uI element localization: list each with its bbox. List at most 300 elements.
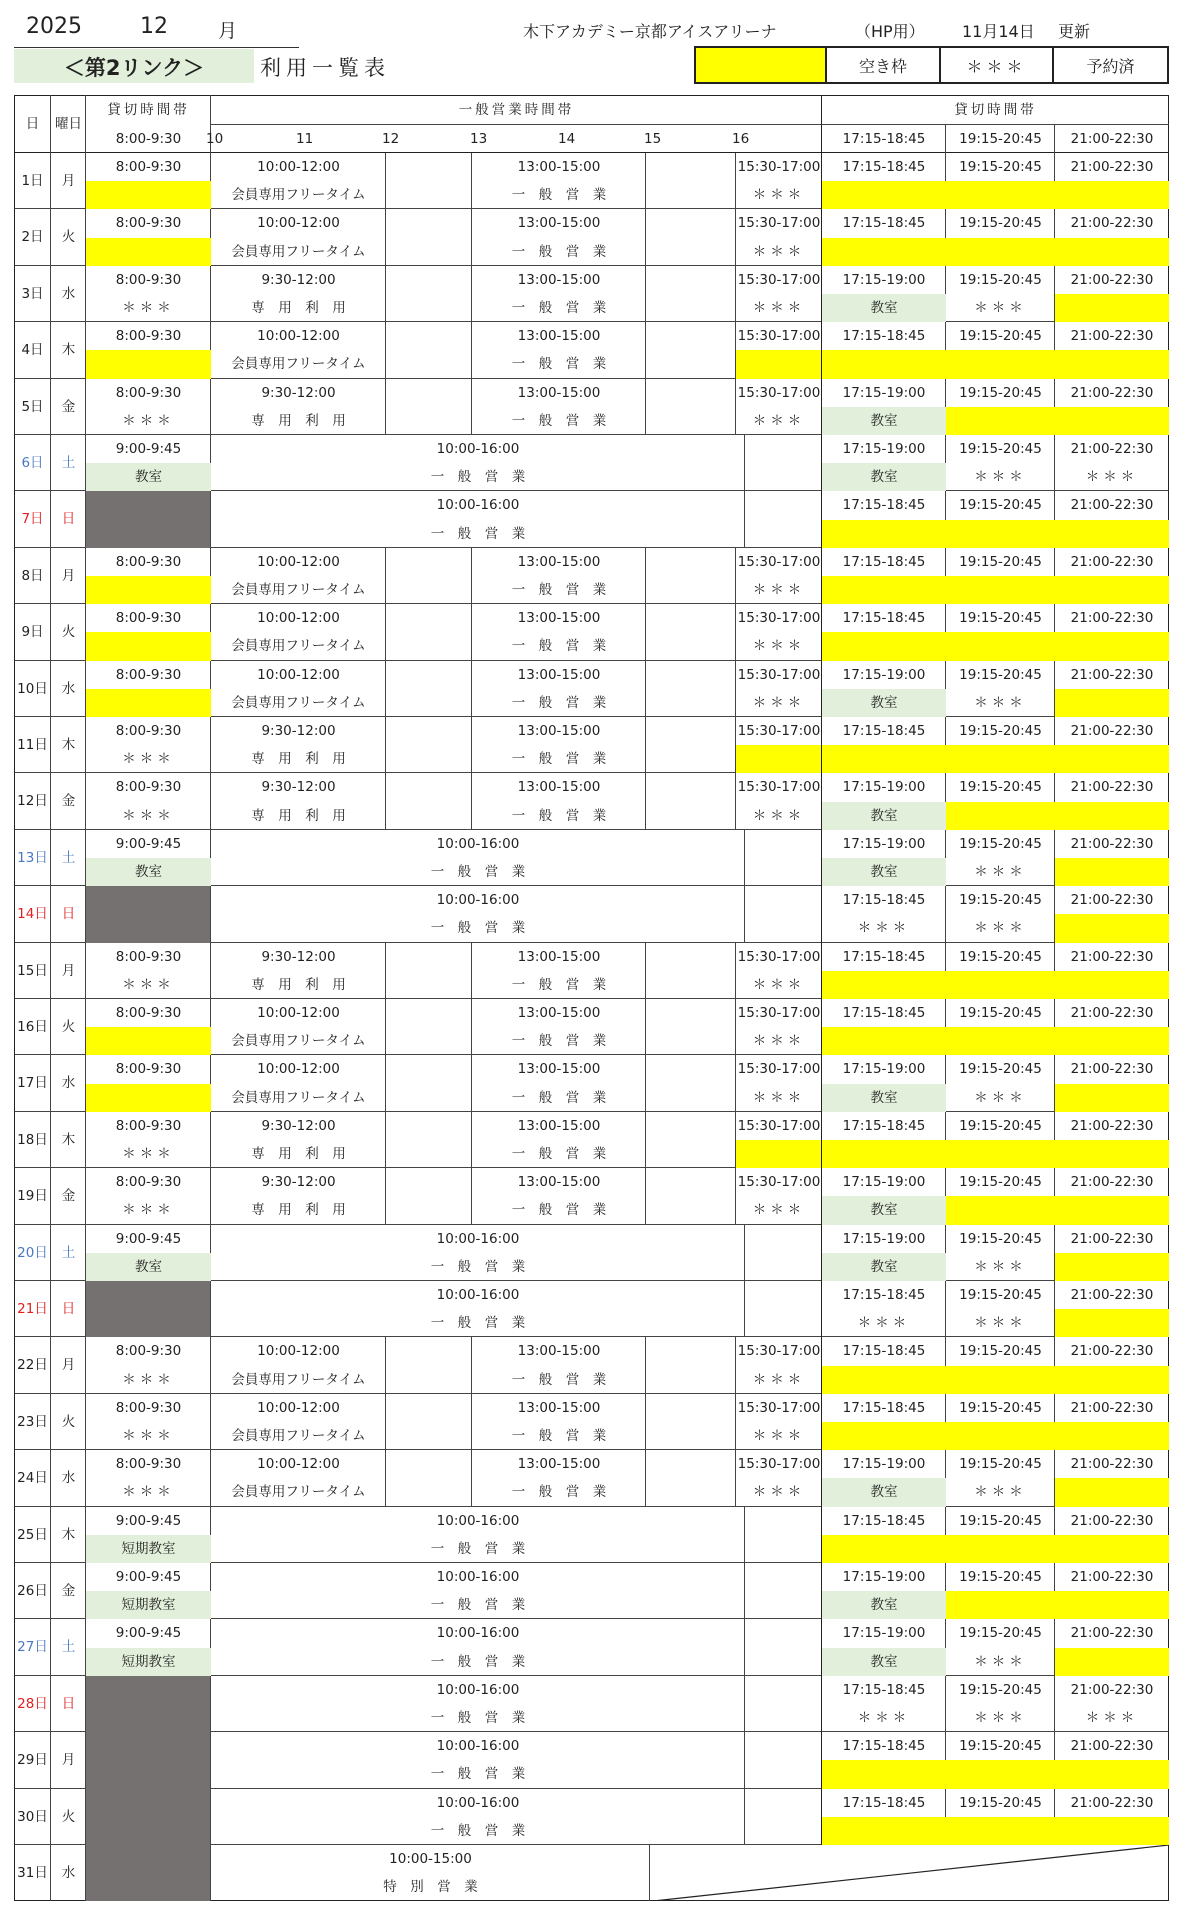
day-number: 17日 <box>17 1075 48 1092</box>
hour-tick: 13 <box>470 131 488 147</box>
evening-slot-time: 19:15-20:45 <box>959 1681 1042 1698</box>
evening-slot-time: 21:00-22:30 <box>1070 1512 1154 1529</box>
gap-cell <box>386 1337 472 1393</box>
day-number: 8日 <box>21 567 44 584</box>
evening-slot-time: 21:00-22:30 <box>1070 384 1154 401</box>
block-a-label: 会員専用フリータイム <box>231 694 366 711</box>
evening-slot-time: 21:00-22:30 <box>1070 835 1154 852</box>
weekday-label: 日 <box>61 511 76 528</box>
vacant-fill <box>946 1140 1055 1168</box>
morning-slot-status: ＊＊＊ <box>122 976 175 993</box>
evening-slot-time: 17:15-18:45 <box>842 1117 926 1134</box>
evening-slot-time: 17:15-19:00 <box>842 1625 926 1642</box>
day-number: 28日 <box>17 1695 48 1712</box>
block-b-label: 一 般 営 業 <box>511 356 607 373</box>
day-number: 10日 <box>17 680 48 697</box>
gap-cell <box>745 1225 822 1281</box>
vacant-fill <box>1055 1591 1169 1619</box>
evening-slot-status: 教室 <box>870 412 898 429</box>
evening-slot-time: 17:15-18:45 <box>842 159 926 175</box>
block-a-time: 10:00-12:00 <box>257 1005 340 1021</box>
general-block-time: 10:00-16:00 <box>436 1738 520 1755</box>
morning-slot-status: 短期教室 <box>121 1540 176 1557</box>
evening-slot-status: ＊＊＊ <box>1085 469 1139 486</box>
weekday-label: 水 <box>61 1470 76 1487</box>
morning-slot-status: ＊＊＊ <box>122 751 175 768</box>
evening-slot-time: 21:00-22:30 <box>1070 948 1154 965</box>
general-block-label: 一 般 営 業 <box>430 469 526 486</box>
header-weekday: 曜日 <box>55 116 82 132</box>
block-a-time: 10:00-12:00 <box>257 1399 340 1416</box>
evening-slot-status: ＊＊＊ <box>974 1710 1027 1726</box>
gap-cell <box>745 886 822 942</box>
evening-slot-status: 教室 <box>870 1653 898 1670</box>
weekday-label: 木 <box>61 342 76 359</box>
block-a-time: 10:00-12:00 <box>257 1456 340 1473</box>
legend-vacant-label: 空き枠 <box>827 48 941 82</box>
weekday-label: 日 <box>61 906 76 923</box>
block-b-time: 13:00-15:00 <box>517 159 601 175</box>
morning-slot-time: 8:00-9:30 <box>115 271 182 288</box>
evening-slot-time: 17:15-18:45 <box>842 553 926 570</box>
weekday-label: 火 <box>61 1808 76 1825</box>
general-block-time: 10:00-16:00 <box>436 892 520 909</box>
evening-slot-time: 21:00-22:30 <box>1070 1569 1154 1585</box>
vacant-fill <box>86 576 211 604</box>
gap-cell <box>386 604 472 660</box>
block-c-status: ＊＊＊ <box>752 1089 806 1106</box>
empty-area-diagonal <box>650 1845 1169 1901</box>
evening-slot-time: 21:00-22:30 <box>1070 441 1154 457</box>
vacant-fill <box>946 576 1055 604</box>
block-a-time: 9:30-12:00 <box>261 271 336 288</box>
vacant-fill <box>1055 1422 1169 1450</box>
gap-cell <box>745 1789 822 1845</box>
day-number: 23日 <box>17 1413 48 1430</box>
block-a-time: 10:00-12:00 <box>257 328 340 345</box>
vacant-fill <box>946 802 1055 830</box>
evening-slot-status: ＊＊＊ <box>974 920 1027 937</box>
vacant-fill <box>1055 520 1169 548</box>
weekday-label: 火 <box>61 1413 76 1430</box>
gap-cell <box>646 1337 736 1393</box>
evening-slot-time: 17:15-19:00 <box>842 1456 926 1473</box>
hour-tick: 14 <box>558 131 576 147</box>
block-b-time: 13:00-15:00 <box>517 779 601 796</box>
morning-slot-status: ＊＊＊ <box>122 300 175 316</box>
day-number: 5日 <box>21 398 44 415</box>
evening-slot-time: 19:15-20:45 <box>959 1512 1042 1529</box>
gap-cell <box>386 943 472 999</box>
weekday-label: 水 <box>61 285 76 302</box>
day-number: 27日 <box>17 1639 48 1656</box>
vacant-fill <box>822 238 946 266</box>
vacant-fill <box>736 745 822 773</box>
evening-slot-status: 教室 <box>870 1202 898 1219</box>
block-c-time: 15:30-17:00 <box>737 1343 821 1360</box>
weekday-label: 火 <box>61 624 76 641</box>
update-label: 更新 <box>1058 22 1091 41</box>
day-number: 30日 <box>17 1808 48 1825</box>
block-c-status: ＊＊＊ <box>752 807 806 824</box>
header-evening-time: 17:15-18:45 <box>842 131 926 147</box>
block-a-label: 会員専用フリータイム <box>231 1428 366 1444</box>
morning-slot-time: 8:00-9:30 <box>115 1399 182 1416</box>
vacant-fill <box>822 745 946 773</box>
block-c-time: 15:30-17:00 <box>737 215 821 232</box>
evening-slot-time: 19:15-20:45 <box>959 948 1042 965</box>
vacant-fill <box>946 1591 1055 1619</box>
day-number: 19日 <box>17 1188 48 1205</box>
gap-cell <box>745 830 822 886</box>
vacant-fill <box>822 971 946 999</box>
gap-cell <box>386 661 472 717</box>
weekday-label: 月 <box>61 962 76 979</box>
block-a-time: 9:30-12:00 <box>261 1117 336 1134</box>
evening-slot-time: 19:15-20:45 <box>959 1625 1042 1642</box>
evening-slot-time: 21:00-22:30 <box>1070 1343 1154 1360</box>
day-number: 1日 <box>21 173 44 189</box>
hour-tick: 15 <box>644 131 662 147</box>
vacant-fill <box>822 1027 946 1055</box>
gap-cell <box>745 435 822 491</box>
evening-slot-time: 19:15-20:45 <box>959 328 1042 345</box>
evening-slot-time: 17:15-18:45 <box>842 328 926 345</box>
block-c-time: 15:30-17:00 <box>737 553 821 570</box>
vacant-fill <box>822 576 946 604</box>
evening-slot-time: 21:00-22:30 <box>1070 892 1154 909</box>
evening-slot-status: ＊＊＊ <box>974 1089 1027 1106</box>
weekday-label: 木 <box>61 737 76 753</box>
block-c-status: ＊＊＊ <box>752 243 806 260</box>
block-a-time: 10:00-12:00 <box>257 610 340 627</box>
evening-slot-time: 17:15-18:45 <box>842 723 926 739</box>
block-b-time: 13:00-15:00 <box>517 1456 601 1473</box>
evening-slot-time: 17:15-19:00 <box>842 666 926 683</box>
general-block-label: 一 般 営 業 <box>430 1258 526 1275</box>
evening-slot-time: 21:00-22:30 <box>1070 1174 1154 1191</box>
evening-slot-status: ＊＊＊ <box>974 1484 1027 1501</box>
block-c-time: 15:30-17:00 <box>737 610 821 627</box>
evening-slot-status: 教室 <box>870 807 898 824</box>
evening-slot-status: ＊＊＊ <box>857 1315 911 1332</box>
block-b-time: 13:00-15:00 <box>517 384 601 401</box>
vacant-fill <box>1055 858 1169 886</box>
vacant-fill <box>1055 689 1169 717</box>
day-number: 26日 <box>17 1583 48 1599</box>
closed-block <box>86 1732 211 1788</box>
block-b-label: 一 般 営 業 <box>511 412 607 429</box>
block-b-label: 一 般 営 業 <box>511 1146 607 1162</box>
day-number: 3日 <box>21 285 44 302</box>
morning-slot-time: 8:00-9:30 <box>115 553 182 570</box>
vacant-fill <box>1055 181 1169 209</box>
evening-slot-time: 17:15-18:45 <box>842 1287 926 1303</box>
vacant-fill <box>86 632 211 660</box>
evening-slot-time: 21:00-22:30 <box>1070 271 1154 288</box>
evening-slot-time: 21:00-22:30 <box>1070 1005 1154 1021</box>
evening-slot-time: 17:15-19:00 <box>842 835 926 852</box>
day-number: 22日 <box>17 1357 48 1374</box>
evening-slot-time: 21:00-22:30 <box>1070 215 1154 232</box>
morning-slot-time: 9:00-9:45 <box>115 1512 182 1529</box>
evening-slot-time: 21:00-22:30 <box>1070 553 1154 570</box>
block-b-label: 一 般 営 業 <box>511 1202 607 1219</box>
block-b-time: 13:00-15:00 <box>517 1005 601 1021</box>
general-block-time: 10:00-16:00 <box>436 1625 520 1642</box>
block-a-time: 10:00-12:00 <box>257 666 340 683</box>
morning-slot-time: 8:00-9:30 <box>115 1174 182 1191</box>
block-c-status: ＊＊＊ <box>752 1033 806 1050</box>
weekday-label: 木 <box>61 1131 76 1148</box>
evening-slot-status: 教室 <box>870 1258 898 1275</box>
morning-slot-time: 8:00-9:30 <box>115 723 182 739</box>
morning-slot-status: ＊＊＊ <box>122 1428 175 1444</box>
vacant-fill <box>1055 238 1169 266</box>
evening-slot-time: 19:15-20:45 <box>959 1569 1042 1585</box>
block-b-time: 13:00-15:00 <box>517 666 601 683</box>
evening-slot-time: 19:15-20:45 <box>959 1061 1042 1078</box>
day-number: 9日 <box>21 624 44 641</box>
gap-cell <box>386 717 472 773</box>
evening-slot-time: 17:15-18:45 <box>842 948 926 965</box>
day-number: 31日 <box>17 1865 48 1881</box>
morning-slot-time: 8:00-9:30 <box>115 1456 182 1473</box>
gap-cell <box>646 153 736 209</box>
evening-slot-time: 19:15-20:45 <box>959 1456 1042 1473</box>
block-a-label: 会員専用フリータイム <box>231 1371 366 1388</box>
evening-slot-time: 19:15-20:45 <box>959 1005 1042 1021</box>
evening-slot-time: 19:15-20:45 <box>959 553 1042 570</box>
gap-cell <box>386 1168 472 1224</box>
morning-slot-status: ＊＊＊ <box>122 1371 175 1388</box>
hp-label: （HP用） <box>855 22 925 41</box>
vacant-fill <box>1055 914 1169 942</box>
vacant-fill <box>1055 294 1169 322</box>
evening-slot-time: 19:15-20:45 <box>959 271 1042 288</box>
weekday-label: 水 <box>61 1865 76 1881</box>
evening-slot-time: 19:15-20:45 <box>959 1794 1042 1811</box>
gap-cell <box>646 1112 736 1168</box>
block-b-label: 一 般 営 業 <box>511 638 607 655</box>
weekday-label: 日 <box>61 1695 76 1712</box>
evening-slot-status: ＊＊＊ <box>974 1258 1027 1275</box>
block-a-time: 9:30-12:00 <box>261 779 336 796</box>
block-b-label: 一 般 営 業 <box>511 1033 607 1050</box>
block-b-time: 13:00-15:00 <box>517 1117 601 1134</box>
header-general-hours: 一般営業時間帯 <box>458 102 575 118</box>
vacant-fill <box>1055 1760 1169 1788</box>
hour-tick: 16 <box>732 131 750 147</box>
block-c-status: ＊＊＊ <box>752 976 806 993</box>
block-c-time: 15:30-17:00 <box>737 1061 821 1078</box>
block-b-label: 一 般 営 業 <box>511 1371 607 1388</box>
morning-slot-time: 8:00-9:30 <box>115 215 182 232</box>
vacant-fill <box>822 1535 946 1563</box>
vacant-fill <box>946 1422 1055 1450</box>
gap-cell <box>386 266 472 322</box>
evening-slot-time: 19:15-20:45 <box>959 1174 1042 1191</box>
gap-cell <box>386 153 472 209</box>
block-c-time: 15:30-17:00 <box>737 1005 821 1021</box>
gap-cell <box>386 773 472 829</box>
header-month-unit: 月 <box>218 20 238 42</box>
block-a-label: 会員専用フリータイム <box>231 1033 366 1050</box>
vacant-fill <box>822 1140 946 1168</box>
general-block-label: 一 般 営 業 <box>430 920 526 937</box>
evening-slot-time: 21:00-22:30 <box>1070 1738 1154 1755</box>
evening-slot-time: 17:15-18:45 <box>842 497 926 514</box>
general-block-label: 一 般 営 業 <box>430 1766 526 1783</box>
evening-slot-time: 17:15-18:45 <box>842 1794 926 1811</box>
block-b-time: 13:00-15:00 <box>517 948 601 965</box>
morning-slot-status: 教室 <box>135 1258 162 1275</box>
vacant-fill <box>946 181 1055 209</box>
vacant-fill <box>1055 1196 1169 1224</box>
vacant-fill <box>86 1027 211 1055</box>
evening-slot-time: 17:15-19:00 <box>842 271 926 288</box>
block-b-time: 13:00-15:00 <box>517 328 601 345</box>
block-a-label: 専 用 利 用 <box>251 976 346 993</box>
gap-cell <box>386 1112 472 1168</box>
evening-slot-time: 19:15-20:45 <box>959 1738 1042 1755</box>
vacant-fill <box>822 632 946 660</box>
vacant-fill <box>946 520 1055 548</box>
general-block-label: 一 般 営 業 <box>430 525 526 542</box>
evening-slot-time: 17:15-18:45 <box>842 215 926 232</box>
morning-slot-time: 8:00-9:30 <box>115 328 182 345</box>
evening-slot-time: 19:15-20:45 <box>959 215 1042 232</box>
block-b-time: 13:00-15:00 <box>517 215 601 232</box>
evening-slot-time: 19:15-20:45 <box>959 1399 1042 1416</box>
day-number: 13日 <box>17 849 48 866</box>
vacant-fill <box>1055 576 1169 604</box>
evening-slot-time: 19:15-20:45 <box>959 497 1042 514</box>
block-b-label: 一 般 営 業 <box>511 1428 607 1444</box>
gap-cell <box>646 266 736 322</box>
morning-slot-time: 8:00-9:30 <box>115 1117 182 1134</box>
evening-slot-time: 19:15-20:45 <box>959 610 1042 627</box>
vacant-fill <box>1055 745 1169 773</box>
update-date: 11月14日 <box>962 22 1035 41</box>
vacant-fill <box>946 350 1055 378</box>
gap-cell <box>646 999 736 1055</box>
general-block-label: 一 般 営 業 <box>430 1540 526 1557</box>
gap-cell <box>646 1394 736 1450</box>
general-block-time: 10:00-16:00 <box>436 1569 520 1585</box>
block-b-time: 13:00-15:00 <box>517 1174 601 1191</box>
weekday-label: 金 <box>61 793 76 810</box>
evening-slot-time: 17:15-18:45 <box>842 1512 926 1529</box>
header-day: 日 <box>25 116 40 132</box>
block-a-time: 9:30-12:00 <box>261 723 336 739</box>
weekday-label: 月 <box>61 173 76 189</box>
weekday-label: 月 <box>61 567 76 584</box>
weekday-label: 金 <box>61 1188 76 1205</box>
general-block-label: 一 般 営 業 <box>430 1710 526 1726</box>
block-a-label: 会員専用フリータイム <box>231 243 366 260</box>
block-a-time: 9:30-12:00 <box>261 948 336 965</box>
weekday-label: 月 <box>61 1357 76 1374</box>
header-charter-morning: 貸切時間帯 <box>107 102 190 118</box>
evening-slot-time: 17:15-19:00 <box>842 779 926 796</box>
block-a-label: 会員専用フリータイム <box>231 582 366 598</box>
block-a-time: 10:00-12:00 <box>257 1061 340 1078</box>
hour-tick: 10 <box>206 131 224 147</box>
block-c-status: ＊＊＊ <box>752 638 806 655</box>
block-a-label: 会員専用フリータイム <box>231 187 366 204</box>
vacant-fill <box>946 1027 1055 1055</box>
vacant-fill <box>822 1366 946 1394</box>
closed-block <box>86 886 211 942</box>
vacant-fill <box>86 1084 211 1112</box>
gap-cell <box>386 548 472 604</box>
evening-slot-status: ＊＊＊ <box>974 864 1027 880</box>
evening-slot-time: 21:00-22:30 <box>1070 1117 1154 1134</box>
block-c-time: 15:30-17:00 <box>737 666 821 683</box>
vacant-fill <box>822 350 946 378</box>
day-number: 18日 <box>17 1131 48 1148</box>
morning-slot-status: 教室 <box>135 469 162 486</box>
general-block-time: 10:00-16:00 <box>436 1287 520 1303</box>
weekday-label: 水 <box>61 680 76 697</box>
morning-slot-status: ＊＊＊ <box>122 1146 175 1162</box>
gap-cell <box>646 773 736 829</box>
block-b-time: 13:00-15:00 <box>517 271 601 288</box>
vacant-fill <box>946 238 1055 266</box>
evening-slot-time: 21:00-22:30 <box>1070 1794 1154 1811</box>
vacant-fill <box>822 1817 946 1845</box>
gap-cell <box>386 999 472 1055</box>
evening-slot-time: 17:15-18:45 <box>842 1681 926 1698</box>
block-c-time: 15:30-17:00 <box>737 1456 821 1473</box>
vacant-fill <box>1055 1817 1169 1845</box>
gap-cell <box>646 943 736 999</box>
morning-slot-time: 8:00-9:30 <box>115 948 182 965</box>
morning-slot-time: 8:00-9:30 <box>115 1061 182 1078</box>
morning-slot-status: 教室 <box>135 864 162 880</box>
evening-slot-status: ＊＊＊ <box>1085 1710 1139 1726</box>
general-block-label: 一 般 営 業 <box>430 864 526 880</box>
vacant-fill <box>946 1366 1055 1394</box>
vacant-fill <box>736 1140 822 1168</box>
evening-slot-time: 17:15-19:00 <box>842 384 926 401</box>
vacant-fill <box>1055 1084 1169 1112</box>
gap-cell <box>386 209 472 265</box>
morning-slot-status: 短期教室 <box>121 1597 176 1614</box>
block-c-time: 15:30-17:00 <box>737 1117 821 1134</box>
vacant-fill <box>86 181 211 209</box>
block-b-time: 13:00-15:00 <box>517 1061 601 1078</box>
evening-slot-time: 17:15-19:00 <box>842 441 926 457</box>
gap-cell <box>646 604 736 660</box>
evening-slot-time: 17:15-19:00 <box>842 1230 926 1247</box>
morning-slot-time: 9:00-9:45 <box>115 1230 182 1247</box>
block-b-time: 13:00-15:00 <box>517 1343 601 1360</box>
evening-slot-time: 21:00-22:30 <box>1070 159 1154 175</box>
block-b-time: 13:00-15:00 <box>517 723 601 739</box>
vacant-fill <box>946 1817 1055 1845</box>
evening-slot-time: 19:15-20:45 <box>959 779 1042 796</box>
morning-slot-status: 短期教室 <box>121 1653 176 1670</box>
hour-tick: 11 <box>296 131 314 147</box>
general-block-label: 一 般 営 業 <box>430 1315 526 1332</box>
vacant-fill <box>1055 1478 1169 1506</box>
evening-slot-time: 17:15-18:45 <box>842 1738 926 1755</box>
evening-slot-time: 17:15-18:45 <box>842 1399 926 1416</box>
vacant-fill <box>946 407 1055 435</box>
gap-cell <box>646 379 736 435</box>
